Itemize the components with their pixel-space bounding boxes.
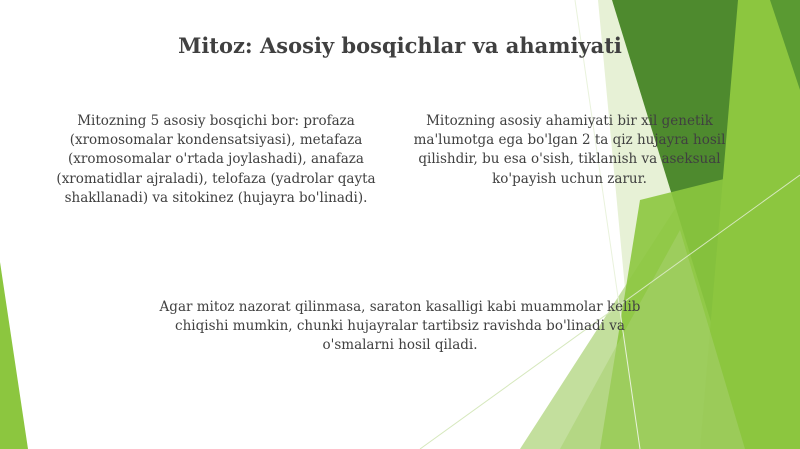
slide-title: Mitoz: Asosiy bosqichlar va ahamiyati xyxy=(178,33,622,58)
left-edge-shape xyxy=(0,262,28,449)
right-text-block: Mitozning asosiy ahamiyati bir xil genetik ma'lumotga ega bo'lgan 2 ta qiz hujayra hosil qilishdir, bu esa o'sish, tiklanish va aseksual ko'payish uchun zarur. xyxy=(413,113,726,187)
left-text-block: Mitozning 5 asosiy bosqichi bor: profaza (xromosomalar kondensatsiyasi), metafaza (xromosomalar o'rtada joylashadi), anafaza (xromatidlar ajraladi), telofaza (yadrolar qayta shakllanadi) va sitokinez (hujayra bo'linadi). xyxy=(56,113,376,206)
bottom-text-block: Agar mitoz nazorat qilinmasa, saraton kasalligi kabi muammolar kelib chiqishi mumkin, chunki hujayralar tartibsiz ravishda bo'linadi va o'smalarni hosil qiladi. xyxy=(159,299,641,354)
